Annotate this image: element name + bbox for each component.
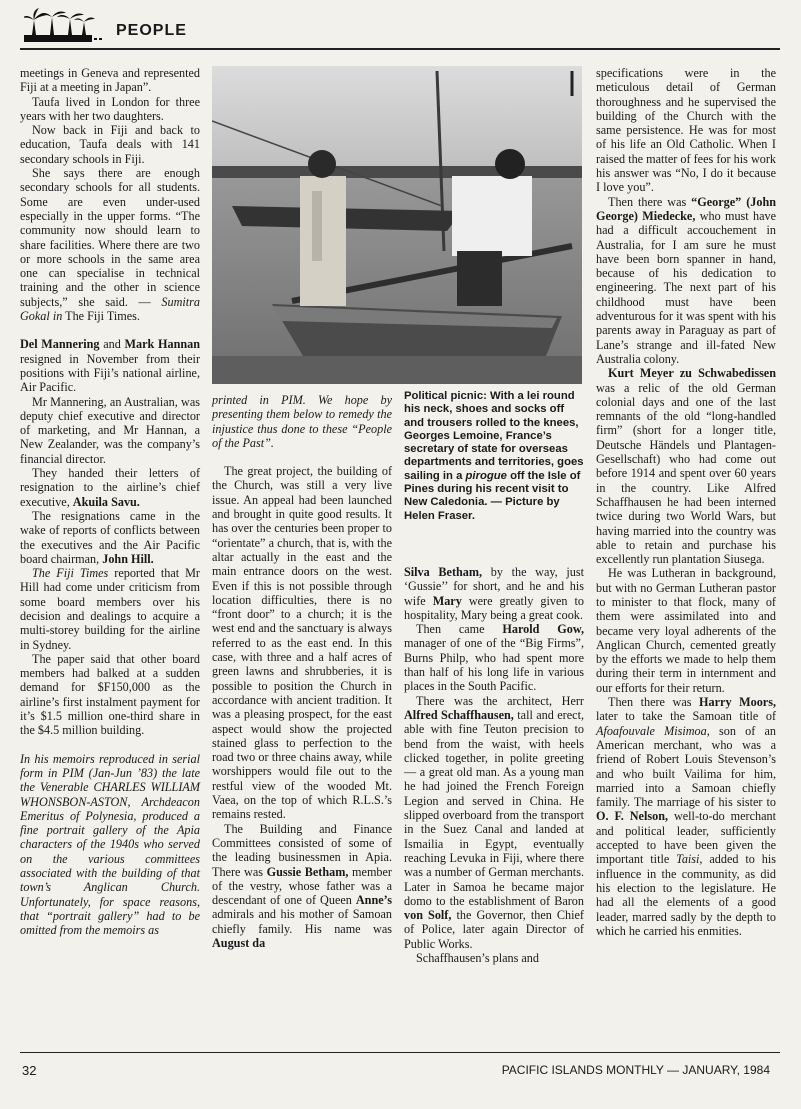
- person-name: Gussie Betham,: [266, 864, 349, 879]
- person-name: August da: [212, 935, 266, 950]
- editor-note: In his memoirs reproduced in serial form in PIM (Jan-Jun ’83) the late the Venerable CHARLES WILLIAM WHONSBON-ASTON, Archdeacon Emeritus of Polynesia, produced a fine portrait gallery of the Apia characters of the 1940s who served on the various committees associated with the building of that town’s Anglican Church. Unfortunately, for space reasons, that “portrait gallery” had to be omitted from the memoirs as: [20, 751, 200, 938]
- paragraph-text: by the way, just ‘Gussie’’ for short, and he and his wife: [404, 565, 584, 608]
- paragraph-text: Then came: [416, 622, 503, 637]
- paragraph: Schaffhausen’s plans and: [416, 951, 539, 966]
- paragraph-text: were greatly given to hospitality, Mary being a great cook.: [404, 593, 584, 622]
- paragraph: Taufa lived in London for three years with her two daughters.: [20, 94, 200, 123]
- paragraph-text: son of an American merchant, who was a friend of Robert Louis Stevenson’s and who built Vailima for him, married into a Samoan chiefly family. The marriage of his sister to: [596, 723, 776, 810]
- person-name: Anne’s: [355, 893, 392, 908]
- paragraph: [212, 822, 392, 951]
- person-name: Harry Moors,: [699, 695, 776, 710]
- paragraph: [596, 195, 776, 367]
- paragraph-text: reported that Mr Hill had come under criticism from some board members over his decision and dealings to acquire a multi-storey building for the airline in Sydney.: [20, 566, 200, 652]
- paragraph-text: manager of one of the “Big Firms”, Burns Philp, who had spent more than half of his long life in various places in the South Pacific.: [404, 636, 584, 694]
- caption-italic: pirogue: [465, 469, 507, 482]
- paragraph-text: member of the vestry, whose father was a descendant of one of Queen: [212, 864, 392, 908]
- caption-text: off the Isle of Pines during his recent visit to New Caledonia. — Picture by Helen Fraser.: [404, 469, 581, 522]
- person-name: Del Mannering: [20, 337, 100, 352]
- paragraph-text: The Building and Finance Committees consisted of some of the leading businessmen in Apia. There was: [212, 821, 392, 879]
- person-name: Alfred Schaffhausen,: [404, 707, 514, 722]
- paragraph-text: admirals and his mother of Samoan chiefly family. His name was: [212, 907, 392, 936]
- photo-two-men-on-canoe: [212, 66, 582, 384]
- person-name: Kurt Meyer zu Schwabedissen: [608, 366, 776, 381]
- paragraph: The great project, the building of the Church, was still a very live issue. An appeal had been launched and brought in quite good results. It has over the centuries been proper to “orientate” a church, that is, with the altar actually in the east and the main entrance doors on the west. Even if this is not possible through location difficulties, there is no “front door” to a church; it is the west end and the sanctuary is always referred to as the east end. In this case, with three and a half acres of green lawns and shrubberies, it is possible to position the Church in accordance with ancient tradition. It was a pleasing prospect, for the east aspect would show the projected stained glass to perfection to the road two or three chains away, while worshippers would file out to the restful view of the wooded Mt. Vaea, on the top of which R.L.S.’s remains rested.: [212, 464, 392, 822]
- paragraph: [20, 509, 200, 566]
- paragraph-text: added to his influence in the community, as did his election to the legislature. He had all the elements of a good leader, marred sadly by the depth to which he carried his enmities.: [596, 852, 776, 938]
- paragraph-text: They handed their letters of resignation to the airline’s chief executive,: [20, 466, 200, 509]
- samoan-title: Afoafouvale Misimoa,: [596, 723, 710, 738]
- photo-caption: [404, 390, 584, 523]
- paragraph: [404, 565, 584, 622]
- samoan-title: Taisi,: [676, 852, 703, 867]
- editor-note: printed in PIM. We hope by presenting them below to remedy the injustice thus done to these “People of the Past”.: [212, 393, 392, 450]
- paragraph-text: and: [99, 337, 125, 352]
- article-column-4: [596, 66, 776, 938]
- paragraph-text: resigned in November from their positions with Fiji’s national airline, Air Pacific.: [20, 351, 200, 395]
- person-name: Mary: [432, 593, 462, 608]
- person-name: Harold Gow,: [502, 622, 584, 637]
- footer-rule: [20, 1052, 780, 1053]
- person-name: O. F. Nelson,: [596, 809, 669, 824]
- paragraph-text: who must have had a difficult accouchement in Australia, for I am sure he must have been born spanner in hand, because of his dedication to engineering. The next part of his childhood must have been adventurous for it was spent with his parents away in Paraguay as part of Lane’s strange and ill-fated New Australia colony.: [596, 208, 776, 366]
- paragraph: [596, 695, 776, 938]
- paragraph-text: tall and erect, able with fine Teuton precision to bend from the waist, with heels clicked together, in polite greeting — a great old man. As a young man he had joined the French Foreign Legion and served in China. He slipped overboard from the transport in the Suez Canal and landed at Ismailia in Egypt, eventually reaching Levuka in Fiji, where there was a number of German merchants. Later in Samoa he became major domo to the establishment of Baron: [404, 707, 584, 908]
- person-name: Akuila Savu.: [72, 494, 140, 509]
- paragraph-text: There was the architect, Herr: [416, 693, 584, 708]
- source-credit: The Fiji Times.: [62, 309, 140, 324]
- paragraph: The paper said that other board members had balked at a sudden demand for $F150,000 as the airline’s first instalment payment for it’s $1.5 million one-third share in the $4.5 million building.: [20, 651, 200, 738]
- article-column-1: [20, 66, 200, 938]
- paragraph-text: The resignations came in the wake of reports of conflicts between the executives and the Air Pacific board chairman,: [20, 508, 200, 566]
- paragraph: He was Lutheran in background, but with no German Lutheran pastor to minister to that flock, many of them were assimilated into and became very loyal adherents of the Anglican Church, cemented greatly by the efforts we made to help them during their term in internment and our efforts for their return.: [596, 566, 776, 695]
- person-name: von Solf,: [404, 908, 452, 923]
- person-name: Mark Hannan: [124, 337, 200, 352]
- caption-text: Political picnic: With a lei round his neck, shoes and socks off and trousers rolled to the knees, Georges Lemoine, France’s secretary of state for overseas departments and territories, goes sailing in a: [404, 390, 584, 482]
- header-rule: [20, 48, 780, 50]
- paragraph: Mr Mannering, an Australian, was deputy chief executive and director of marketing, and Mr Hannan, a New Zealander, was the company’s financial director.: [20, 394, 200, 466]
- article-column-2: [212, 393, 392, 950]
- paragraph: [20, 166, 200, 323]
- paragraph-text: the Governor, then Chief of Police, later again Director of Public Works.: [404, 908, 584, 951]
- paragraph: [596, 366, 776, 566]
- person-name: “George” (John George) Miedecke,: [596, 194, 776, 223]
- paragraph: [404, 694, 584, 951]
- author-credit: Sumitra Gokal in: [20, 294, 200, 324]
- paragraph-text: well-to-do merchant and political leader, sufficiently accepted to have been given the important title: [596, 809, 776, 867]
- paragraph-text: Then there was: [608, 695, 700, 710]
- paragraph: specifications were in the meticulous detail of German thoroughness and he supervised the building of the Church with the same persistence. He was for most of his life an Old Catholic. When I raised the matter of fees for his work his answer was “No, I do it because I love you”.: [596, 66, 776, 195]
- paragraph: [20, 337, 200, 394]
- publication-footer: PACIFIC ISLANDS MONTHLY — JANUARY, 1984: [501, 1063, 770, 1077]
- page-number: 32: [22, 1063, 37, 1078]
- paragraph-text: She says there are enough secondary schools for all students. Some are even under-used especially in the upper forms. “The community now should learn to share facilities. Where there are two or more schools in the same area one can specialise in technical training and the other in science subjects,” she said. —: [20, 166, 200, 309]
- paragraph: meetings in Geneva and represented Fiji at a meeting in Japan”.: [20, 66, 200, 95]
- paragraph-text: later to take the Samoan title of: [596, 709, 776, 724]
- palm-trees-logo-icon: [24, 8, 114, 44]
- paragraph: [20, 466, 200, 509]
- paragraph: [404, 622, 584, 693]
- article-column-3: [404, 565, 584, 965]
- paragraph-text: was a relic of the old German colonial days and one of the last remnants of the old “long-handled firm” (short for a longer title, Deutsche Händels und Plantagen-Gesellschaft) who had come out before 1914 and spent over 60 years in the country. Like Alfred Schaffhausen he had been interned twice during two World Wars, but having married into the country was able to retain and purchase his excellently run plantation Siusega.: [596, 380, 776, 567]
- paragraph: Now back in Fiji and back to education, Taufa deals with 141 secondary schools in Fiji.: [20, 123, 200, 166]
- person-name: John Hill.: [102, 551, 154, 566]
- paragraph-text: Then there was: [608, 194, 692, 209]
- paragraph: [20, 566, 200, 652]
- section-title: PEOPLE: [116, 22, 187, 39]
- publication-name: The Fiji Times: [32, 566, 109, 581]
- person-name: Silva Betham,: [404, 565, 483, 579]
- page-header: [20, 8, 780, 48]
